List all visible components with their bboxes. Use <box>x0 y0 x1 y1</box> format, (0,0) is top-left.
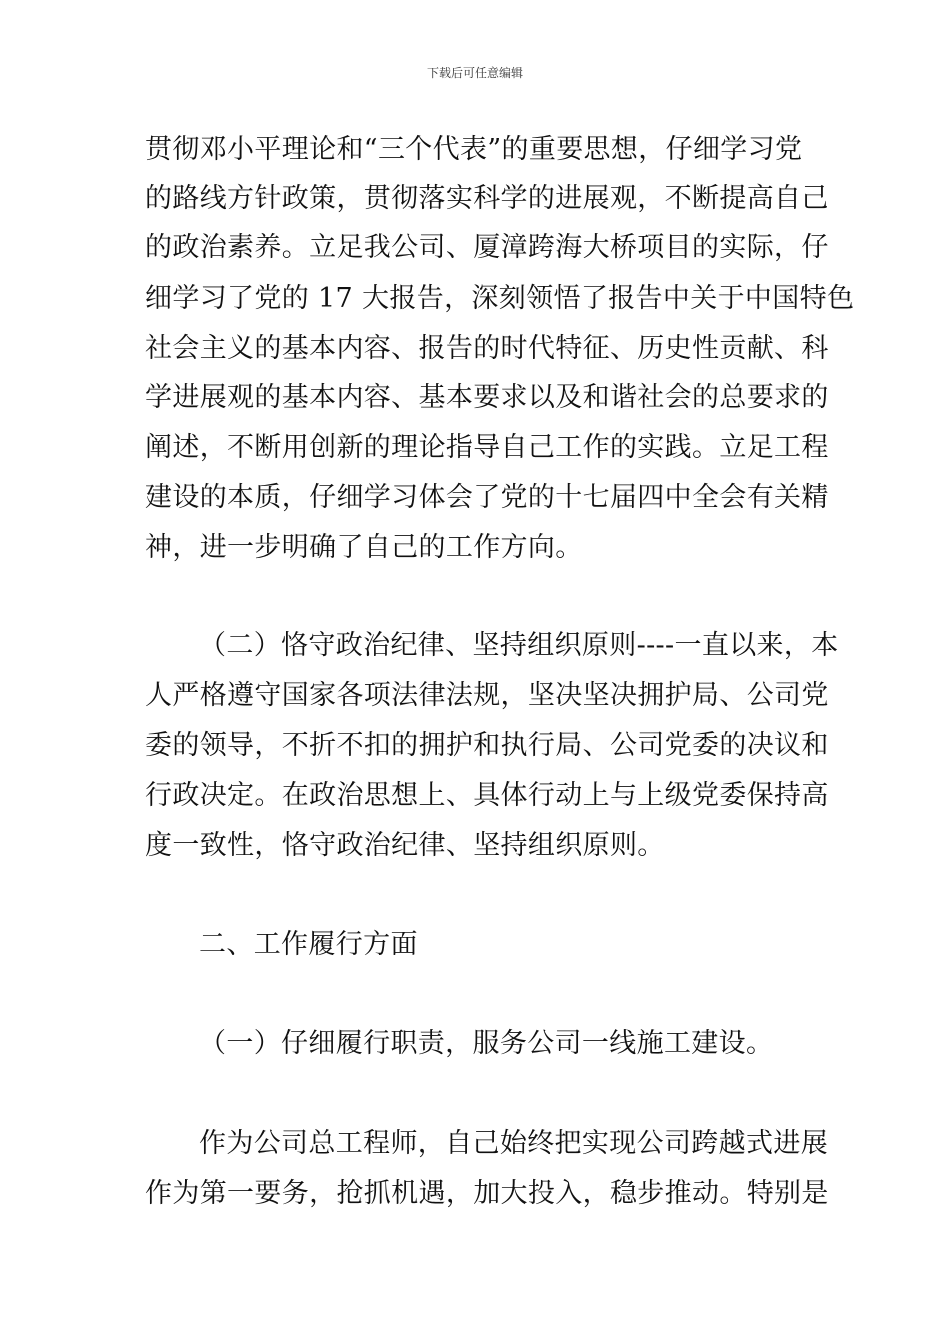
subsection-heading: （一）仔细履行职责，服务公司一线施工建设。 <box>199 1028 774 1059</box>
paragraph-line: 作为公司总工程师，自己始终把实现公司跨越式进展 <box>199 1128 829 1159</box>
paragraph-line: 贯彻邓小平理论和“三个代表”的重要思想，仔细学习党 <box>145 134 803 165</box>
section-heading-line: （二）恪守政治纪律、坚持组织原则----一直以来，本 <box>199 630 839 661</box>
paragraph-line: 委的领导，不折不扣的拥护和执行局、公司党委的决议和 <box>145 730 829 761</box>
paragraph-line: 的路线方针政策，贯彻落实科学的进展观，不断提高自己 <box>145 183 829 214</box>
paragraph-line: 社会主义的基本内容、报告的时代特征、历史性贡献、科 <box>145 333 829 364</box>
paragraph-line: 神，进一步明确了自己的工作方向。 <box>145 532 583 563</box>
paragraph-line: 行政决定。在政治思想上、具体行动上与上级党委保持高 <box>145 780 829 811</box>
paragraph-line: 作为第一要务，抢抓机遇，加大投入，稳步推动。特别是 <box>145 1178 829 1209</box>
paragraph-line: 细学习了党的 17 大报告，深刻领悟了报告中关于中国特色 <box>145 283 855 314</box>
paragraph-line: 的政治素养。立足我公司、厦漳跨海大桥项目的实际，仔 <box>145 232 829 263</box>
paragraph-line: 人严格遵守国家各项法律法规，坚决坚决拥护局、公司党 <box>145 680 829 711</box>
paragraph-line: 阐述，不断用创新的理论指导自己工作的实践。立足工程 <box>145 432 829 463</box>
section-heading: 二、工作履行方面 <box>199 929 418 960</box>
paragraph-line: 度一致性，恪守政治纪律、坚持组织原则。 <box>145 830 665 861</box>
page-header: 下载后可任意编辑 <box>426 66 523 80</box>
paragraph-line: 学进展观的基本内容、基本要求以及和谐社会的总要求的 <box>145 382 829 413</box>
paragraph-line: 建设的本质，仔细学习体会了党的十七届四中全会有关精 <box>145 482 829 513</box>
